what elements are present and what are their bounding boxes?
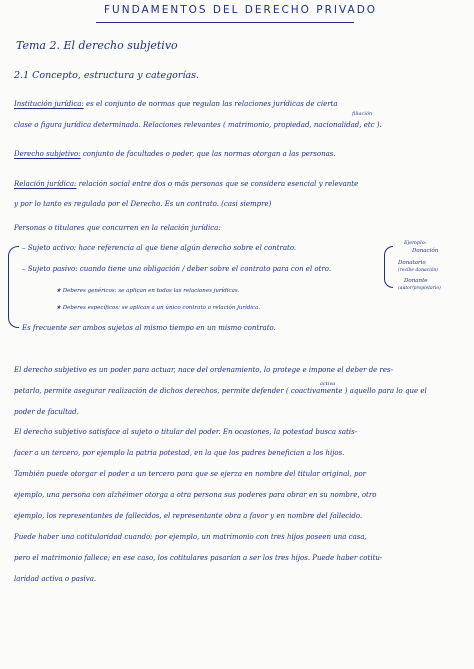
body-line: facer a un tercero, por ejemplo la patria potestad, en la que los padres benefician a los hijos. [14, 449, 345, 457]
body-line: El derecho subjetivo satisface al sujeto o titular del poder. En ocasiones, la potestad busca satis- [14, 428, 358, 436]
definition-text: conjunto de facultades o poder, que las normas otorgan a las personas. [82, 150, 336, 158]
example-paren [384, 246, 393, 288]
body-line: laridad activa o pasiva. [14, 575, 97, 583]
body-line: El derecho subjetivo es un poder para actuar, nace del ordenamiento, lo protege e impone el deber de res- [14, 366, 393, 374]
definition-line [14, 101, 338, 108]
body-line: Puede haber una cotitularidad cuando: por ejemplo, un matrimonio con tres hijos poseen una casa, [14, 533, 367, 541]
example-term: Donante [404, 278, 428, 284]
sub-list-item: ★ Deberes genéricos: se aplican en todas las relaciones jurídicas. [56, 288, 240, 294]
definition-text: relación social entre dos o más personas que se considera esencial y relevante [78, 180, 359, 188]
example-term-note: (recibe donación) [398, 268, 438, 273]
definition-line [14, 181, 358, 188]
example-term: Donatario [398, 260, 426, 266]
page-header-title: FUNDAMENTOS DEL DERECHO PRIVADO [104, 4, 378, 16]
frequent-note: Es frecuente ser ambos sujetos al mismo tiempo en un mismo contrato. [22, 324, 276, 332]
example-term-note: (autor/propietario) [398, 286, 441, 291]
definition-line [14, 151, 336, 158]
definition-text: clase o figura jurídica determinada. Relaciones relevantes ( matrimonio, propiedad, nacionalidad, etc ). [14, 121, 382, 129]
definition-term: Institución jurídica: [14, 100, 84, 108]
body-line: También puede otorgar el poder a un tercero para que se ejerza en nombre del titular original, por [14, 470, 367, 478]
body-line: pero el matrimonio fallece; en ese caso, los cotitulares pasarían a ser los tres hijos. Puede haber cotitu- [14, 554, 383, 562]
definition-term: Derecho subjetivo: [14, 150, 81, 158]
list-item: – Sujeto pasivo: cuando tiene una obligación / deber sobre el contrato para con el otro. [22, 265, 332, 273]
body-note: activa [320, 381, 336, 387]
definition-text: y por lo tanto es regulada por el Derecho. Es un contrato. (casi siempre) [14, 200, 272, 208]
definition-note: filiación [352, 111, 373, 117]
body-line: poder de facultad. [14, 408, 79, 416]
definition-term: Relación jurídica: [14, 180, 77, 188]
example-label: Ejemplo: [404, 240, 427, 246]
header-underline [96, 22, 354, 23]
body-line: ejemplo, una persona con alzhéimer otorga a otra persona sus poderes para obrar en su nombre, otro [14, 491, 377, 499]
list-item: – Sujeto activo: hace referencia al que tiene algún derecho sobre el contrato. [22, 244, 297, 252]
personas-bracket [8, 246, 19, 328]
example-term: Donación [412, 248, 439, 254]
sub-list-item: ★ Deberes específicos: se aplican a un único contrato o relación jurídica. [56, 305, 261, 311]
section-title: 2.1 Concepto, estructura y categorías. [14, 70, 200, 81]
topic-title: Tema 2. El derecho subjetivo [16, 39, 178, 52]
personas-intro: Personas o titulares que concurren en la relación jurídica: [14, 224, 221, 232]
body-line: ejemplo, los representantes de fallecidos, el representante obra a favor y en nombre del fallecido. [14, 512, 363, 520]
body-line: petarlo, permite asegurar realización de dichos derechos, permite defender ( coactivamente ) aquello para lo que el [14, 387, 427, 395]
definition-text: es el conjunto de normas que regulan las relaciones jurídicas de cierta [86, 100, 338, 108]
